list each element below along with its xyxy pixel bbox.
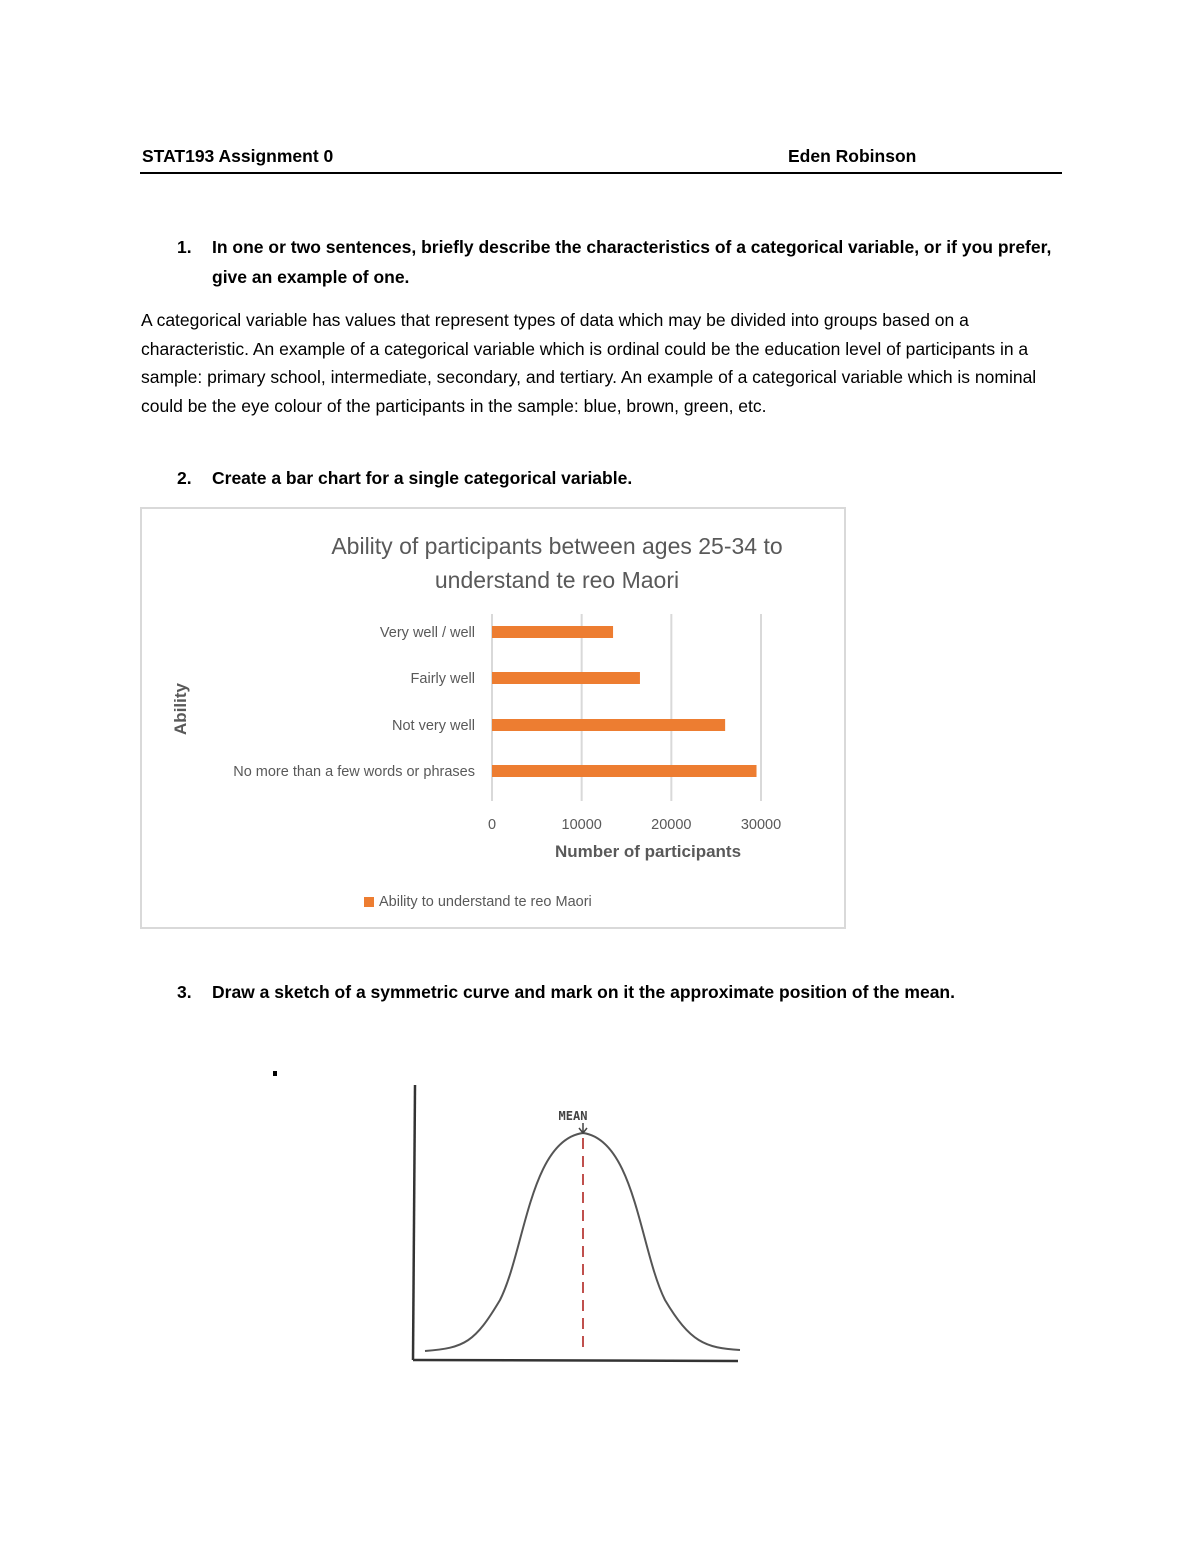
bar-chart xyxy=(140,507,846,929)
sketch-y-axis xyxy=(413,1085,415,1360)
category-label: Not very well xyxy=(392,718,475,734)
mean-arrow-icon xyxy=(579,1123,587,1133)
question-text: Create a bar chart for a single categorical variable. xyxy=(212,468,633,488)
question-text: Draw a sketch of a symmetric curve and mark on it the approximate position of the mean. xyxy=(212,982,955,1002)
chart-title-line-2: understand te reo Maori xyxy=(434,567,680,593)
legend-swatch xyxy=(364,897,374,907)
question-number: 1. xyxy=(177,237,192,257)
answer-1: A categorical variable has values that represent types of data which may be divided into groups based on a characteristic. An example of a categorical variable which is ordinal could be the education level of participants in a sample: primary school, intermediate, secondary, and tertiary. An example of a categorical variable which is nominal could be the eye colour of the participants in the sample: blue, brown, green, etc. xyxy=(141,310,1037,416)
document-header xyxy=(140,144,1062,174)
question-number: 3. xyxy=(177,982,192,1002)
chart-title-line-1: Ability of participants between ages 25-34 to xyxy=(331,533,783,559)
question-number: 2. xyxy=(177,468,192,488)
sketch-x-axis xyxy=(413,1360,738,1361)
category-label: No more than a few words or phrases xyxy=(233,764,475,780)
y-axis-label: Ability xyxy=(171,683,190,735)
x-tick-label: 10000 xyxy=(561,817,602,833)
question-text: In one or two sentences, briefly describe the characteristics of a categorical variable, or if you prefer, give an example of one. xyxy=(212,237,1052,287)
author-name: Eden Robinson xyxy=(788,146,917,166)
bar xyxy=(492,626,613,638)
category-label: Fairly well xyxy=(410,671,475,687)
x-axis-label: Number of participants xyxy=(554,842,742,861)
bar-chart-svg xyxy=(142,509,848,931)
legend-label: Ability to understand te reo Maori xyxy=(379,894,592,910)
bar xyxy=(492,765,757,777)
stray-mark xyxy=(273,1071,277,1076)
mean-label: MEAN xyxy=(558,1109,588,1123)
bar xyxy=(492,719,725,731)
x-tick-label: 0 xyxy=(487,817,497,833)
bar xyxy=(492,672,640,684)
x-tick-label: 30000 xyxy=(740,817,782,833)
category-label: Very well / well xyxy=(379,625,475,641)
symmetric-curve-sketch xyxy=(405,1080,750,1365)
course-title: STAT193 Assignment 0 xyxy=(142,146,334,166)
x-tick-label: 20000 xyxy=(651,817,692,833)
